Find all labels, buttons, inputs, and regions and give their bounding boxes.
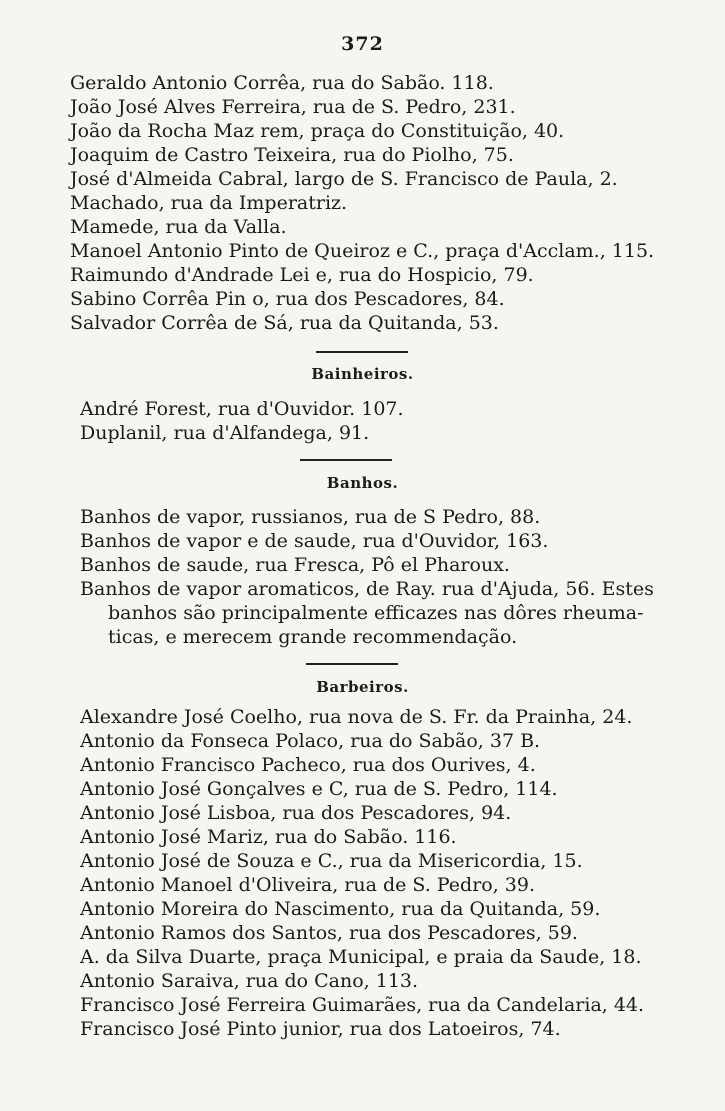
directory-entry: A. da Silva Duarte, praça Municipal, e praia da Saude, 18. [80,946,642,968]
directory-entry: Antonio Francisco Pacheco, rua dos Ourives, 4. [80,754,536,776]
page-number: 372 [341,33,384,55]
directory-entry-continuation: banhos são principalmente efficazes nas dôres rheuma- [108,602,644,624]
directory-entry: Antonio José Gonçalves e C, rua de S. Pedro, 114. [80,778,558,800]
section-divider [300,459,392,461]
section-heading-bainheiros: Bainheiros. [311,365,414,383]
section-heading-barbeiros: Barbeiros. [316,678,409,696]
directory-entry: Antonio José Lisboa, rua dos Pescadores, 94. [80,802,512,824]
directory-entry: Manoel Antonio Pinto de Queiroz e C., praça d'Acclam., 115. [70,240,655,262]
directory-entry: Francisco José Pinto junior, rua dos Latoeiros, 74. [80,1018,561,1040]
directory-entry: Antonio Moreira do Nascimento, rua da Quitanda, 59. [80,898,601,920]
directory-entry: Geraldo Antonio Corrêa, rua do Sabão. 118. [70,72,494,94]
directory-entry: João da Rocha Maz rem, praça do Constituição, 40. [70,120,565,142]
directory-entry: Banhos de vapor e de saude, rua d'Ouvidor, 163. [80,530,549,552]
section-divider [306,663,398,665]
directory-entry: Antonio Saraiva, rua do Cano, 113. [80,970,419,992]
directory-entry: Sabino Corrêa Pin o, rua dos Pescadores, 84. [70,288,505,310]
directory-entry: Antonio José de Souza e C., rua da Misericordia, 15. [80,850,583,872]
directory-entry: Antonio José Mariz, rua do Sabão. 116. [80,826,457,848]
directory-entry: José d'Almeida Cabral, largo de S. Francisco de Paula, 2. [70,168,618,190]
directory-entry: Antonio da Fonseca Polaco, rua do Sabão, 37 B. [80,730,541,752]
section-heading-banhos: Banhos. [326,474,399,492]
directory-entry: Raimundo d'Andrade Lei e, rua do Hospicio, 79. [70,264,534,286]
directory-entry: João José Alves Ferreira, rua de S. Pedro, 231. [70,96,516,118]
directory-entry: Duplanil, rua d'Alfandega, 91. [80,422,370,444]
directory-entry: Machado, rua da Imperatriz. [70,192,348,214]
directory-entry: Alexandre José Coelho, rua nova de S. Fr. da Prainha, 24. [80,706,633,728]
section-divider [316,351,408,353]
directory-entry: Mamede, rua da Valla. [70,216,287,238]
directory-entry-continuation: ticas, e merecem grande recommendação. [108,626,518,648]
directory-entry: Banhos de saude, rua Fresca, Pô el Pharoux. [80,554,510,576]
directory-entry: Antonio Ramos dos Santos, rua dos Pescadores, 59. [80,922,578,944]
directory-entry: André Forest, rua d'Ouvidor. 107. [80,398,404,420]
directory-entry: Banhos de vapor aromaticos, de Ray. rua d'Ajuda, 56. Estes [80,578,654,600]
directory-entry: Francisco José Ferreira Guimarães, rua da Candelaria, 44. [80,994,645,1016]
directory-entry: Salvador Corrêa de Sá, rua da Quitanda, 53. [70,312,499,334]
directory-entry: Banhos de vapor, russianos, rua de S Pedro, 88. [80,506,541,528]
directory-entry: Joaquim de Castro Teixeira, rua do Piolho, 75. [70,144,514,166]
directory-entry: Antonio Manoel d'Oliveira, rua de S. Pedro, 39. [80,874,536,896]
